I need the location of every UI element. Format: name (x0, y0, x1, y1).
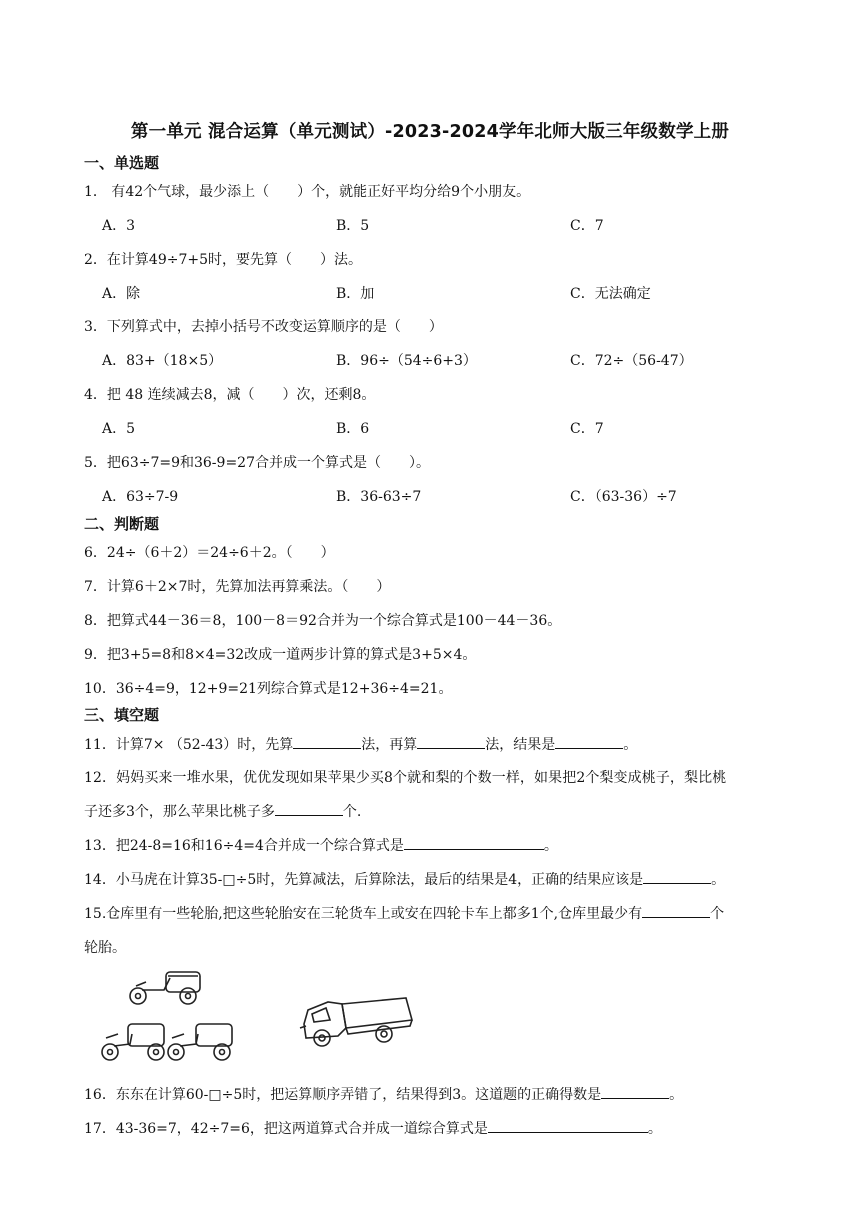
q3-option-b: B．96÷（54÷6+3） (336, 353, 477, 369)
q4-option-a: A．5 (102, 421, 136, 437)
q15-text-1: 15.仓库里有一些轮胎,把这些轮胎安在三轮货车上或安在四轮卡车上都多1个,仓库里最少有 (84, 906, 643, 922)
question-5: 5．把63÷7=9和36-9=27合并成一个算式是（ ）。 (84, 455, 430, 471)
q13-text-1: 13．把24-8=16和16÷4=4合并成一个综合算式是 (84, 838, 404, 854)
question-13 (84, 835, 558, 855)
question-11 (84, 734, 637, 754)
question-1: 1． 有42个气球，最少添上（ ）个，就能正好平均分给9个小朋友。 (84, 184, 531, 200)
question-16 (84, 1084, 683, 1104)
question-4: 4．把 48 连续减去8，减（ ）次，还剩8。 (84, 387, 376, 403)
page-title: 第一单元 混合运算（单元测试）-2023-2024学年北师大版三年级数学上册 (130, 122, 730, 142)
question-17 (84, 1118, 662, 1138)
q16-text-1: 16．东东在计算60-□÷5时，把运算顺序弄错了，结果得到3。这道题的正确得数是 (84, 1087, 602, 1103)
question-15-line-2: 轮胎。 (84, 940, 126, 956)
q16-text-2: 。 (669, 1087, 684, 1103)
question-8: 8．把算式44－36＝8，100－8＝92合并为一个综合算式是100－44－36。 (84, 613, 562, 629)
question-15-line-1 (84, 903, 724, 923)
question-14 (84, 869, 725, 889)
q14-text-2: 。 (711, 872, 726, 888)
q1-option-a: A．3 (102, 218, 136, 234)
section-heading-true-false: 二、判断题 (84, 515, 160, 533)
q17-text-2: 。 (647, 1121, 662, 1137)
q4-option-b: B．6 (336, 421, 370, 437)
q14-text-1: 14．小马虎在计算35-□÷5时，先算减法，后算除法，最后的结果是4，正确的结果应该是 (84, 872, 644, 888)
q11-text-1: 11．计算7× （52-43）时，先算 (84, 737, 294, 753)
q17-blank[interactable] (488, 1118, 648, 1133)
q15-blank[interactable] (642, 903, 710, 918)
question-12-line-2 (84, 801, 361, 821)
q12-blank[interactable] (275, 801, 343, 816)
tricycle-icon (98, 968, 238, 1064)
question-3: 3．下列算式中，去掉小括号不改变运算顺序的是（ ） (84, 319, 443, 335)
question-2: 2．在计算49÷7+5时，要先算（ ）法。 (84, 252, 362, 268)
section-heading-single-choice: 一、单选题 (84, 154, 160, 172)
q2-option-a: A．除 (102, 286, 141, 302)
q11-blank-1[interactable] (293, 734, 361, 749)
q11-text-2: 法，再算 (361, 737, 418, 753)
q1-option-c: C．7 (570, 218, 604, 234)
question-9: 9．把3+5=8和8×4=32改成一道两步计算的算式是3+5×4。 (84, 647, 477, 663)
q17-text-1: 17．43-36=7，42÷7=6，把这两道算式合并成一道综合算式是 (84, 1121, 488, 1137)
q1-option-b: B．5 (336, 218, 370, 234)
q11-text-3: 法，结果是 (485, 737, 556, 753)
truck-icon (298, 990, 416, 1052)
q12-text-2: 个. (342, 804, 362, 820)
q14-blank[interactable] (643, 869, 711, 884)
q2-option-c: C．无法确定 (570, 286, 651, 302)
q16-blank[interactable] (601, 1084, 669, 1099)
question-7: 7．计算6＋2×7时，先算加法再算乘法。（ ） (84, 579, 391, 595)
q11-text-4: 。 (623, 737, 638, 753)
q11-blank-2[interactable] (417, 734, 485, 749)
q3-option-c: C．72÷（56-47） (570, 353, 693, 369)
section-heading-fill-blank: 三、填空题 (84, 706, 160, 724)
q13-blank[interactable] (404, 835, 544, 850)
q4-option-c: C．7 (570, 421, 604, 437)
q15-text-2: 个 (710, 906, 725, 922)
q13-text-2: 。 (543, 838, 558, 854)
question-6: 6．24÷（6＋2）＝24÷6＋2。（ ） (84, 545, 335, 561)
q5-option-a: A．63÷7-9 (102, 489, 179, 505)
q11-blank-3[interactable] (555, 734, 623, 749)
q12-text-1: 子还多3个，那么苹果比桃子多 (84, 804, 275, 820)
q3-option-a: A．83+（18×5） (102, 353, 223, 369)
question-10: 10．36÷4=9，12+9=21列综合算式是12+36÷4=21。 (84, 681, 453, 697)
question-12-line-1: 12．妈妈买来一堆水果，优优发现如果苹果少买8个就和梨的个数一样，如果把2个梨变成桃子，梨比桃 (84, 770, 727, 786)
q5-option-c: C．（63-36）÷7 (570, 489, 677, 505)
q5-option-b: B．36-63÷7 (336, 489, 422, 505)
q2-option-b: B．加 (336, 286, 375, 302)
